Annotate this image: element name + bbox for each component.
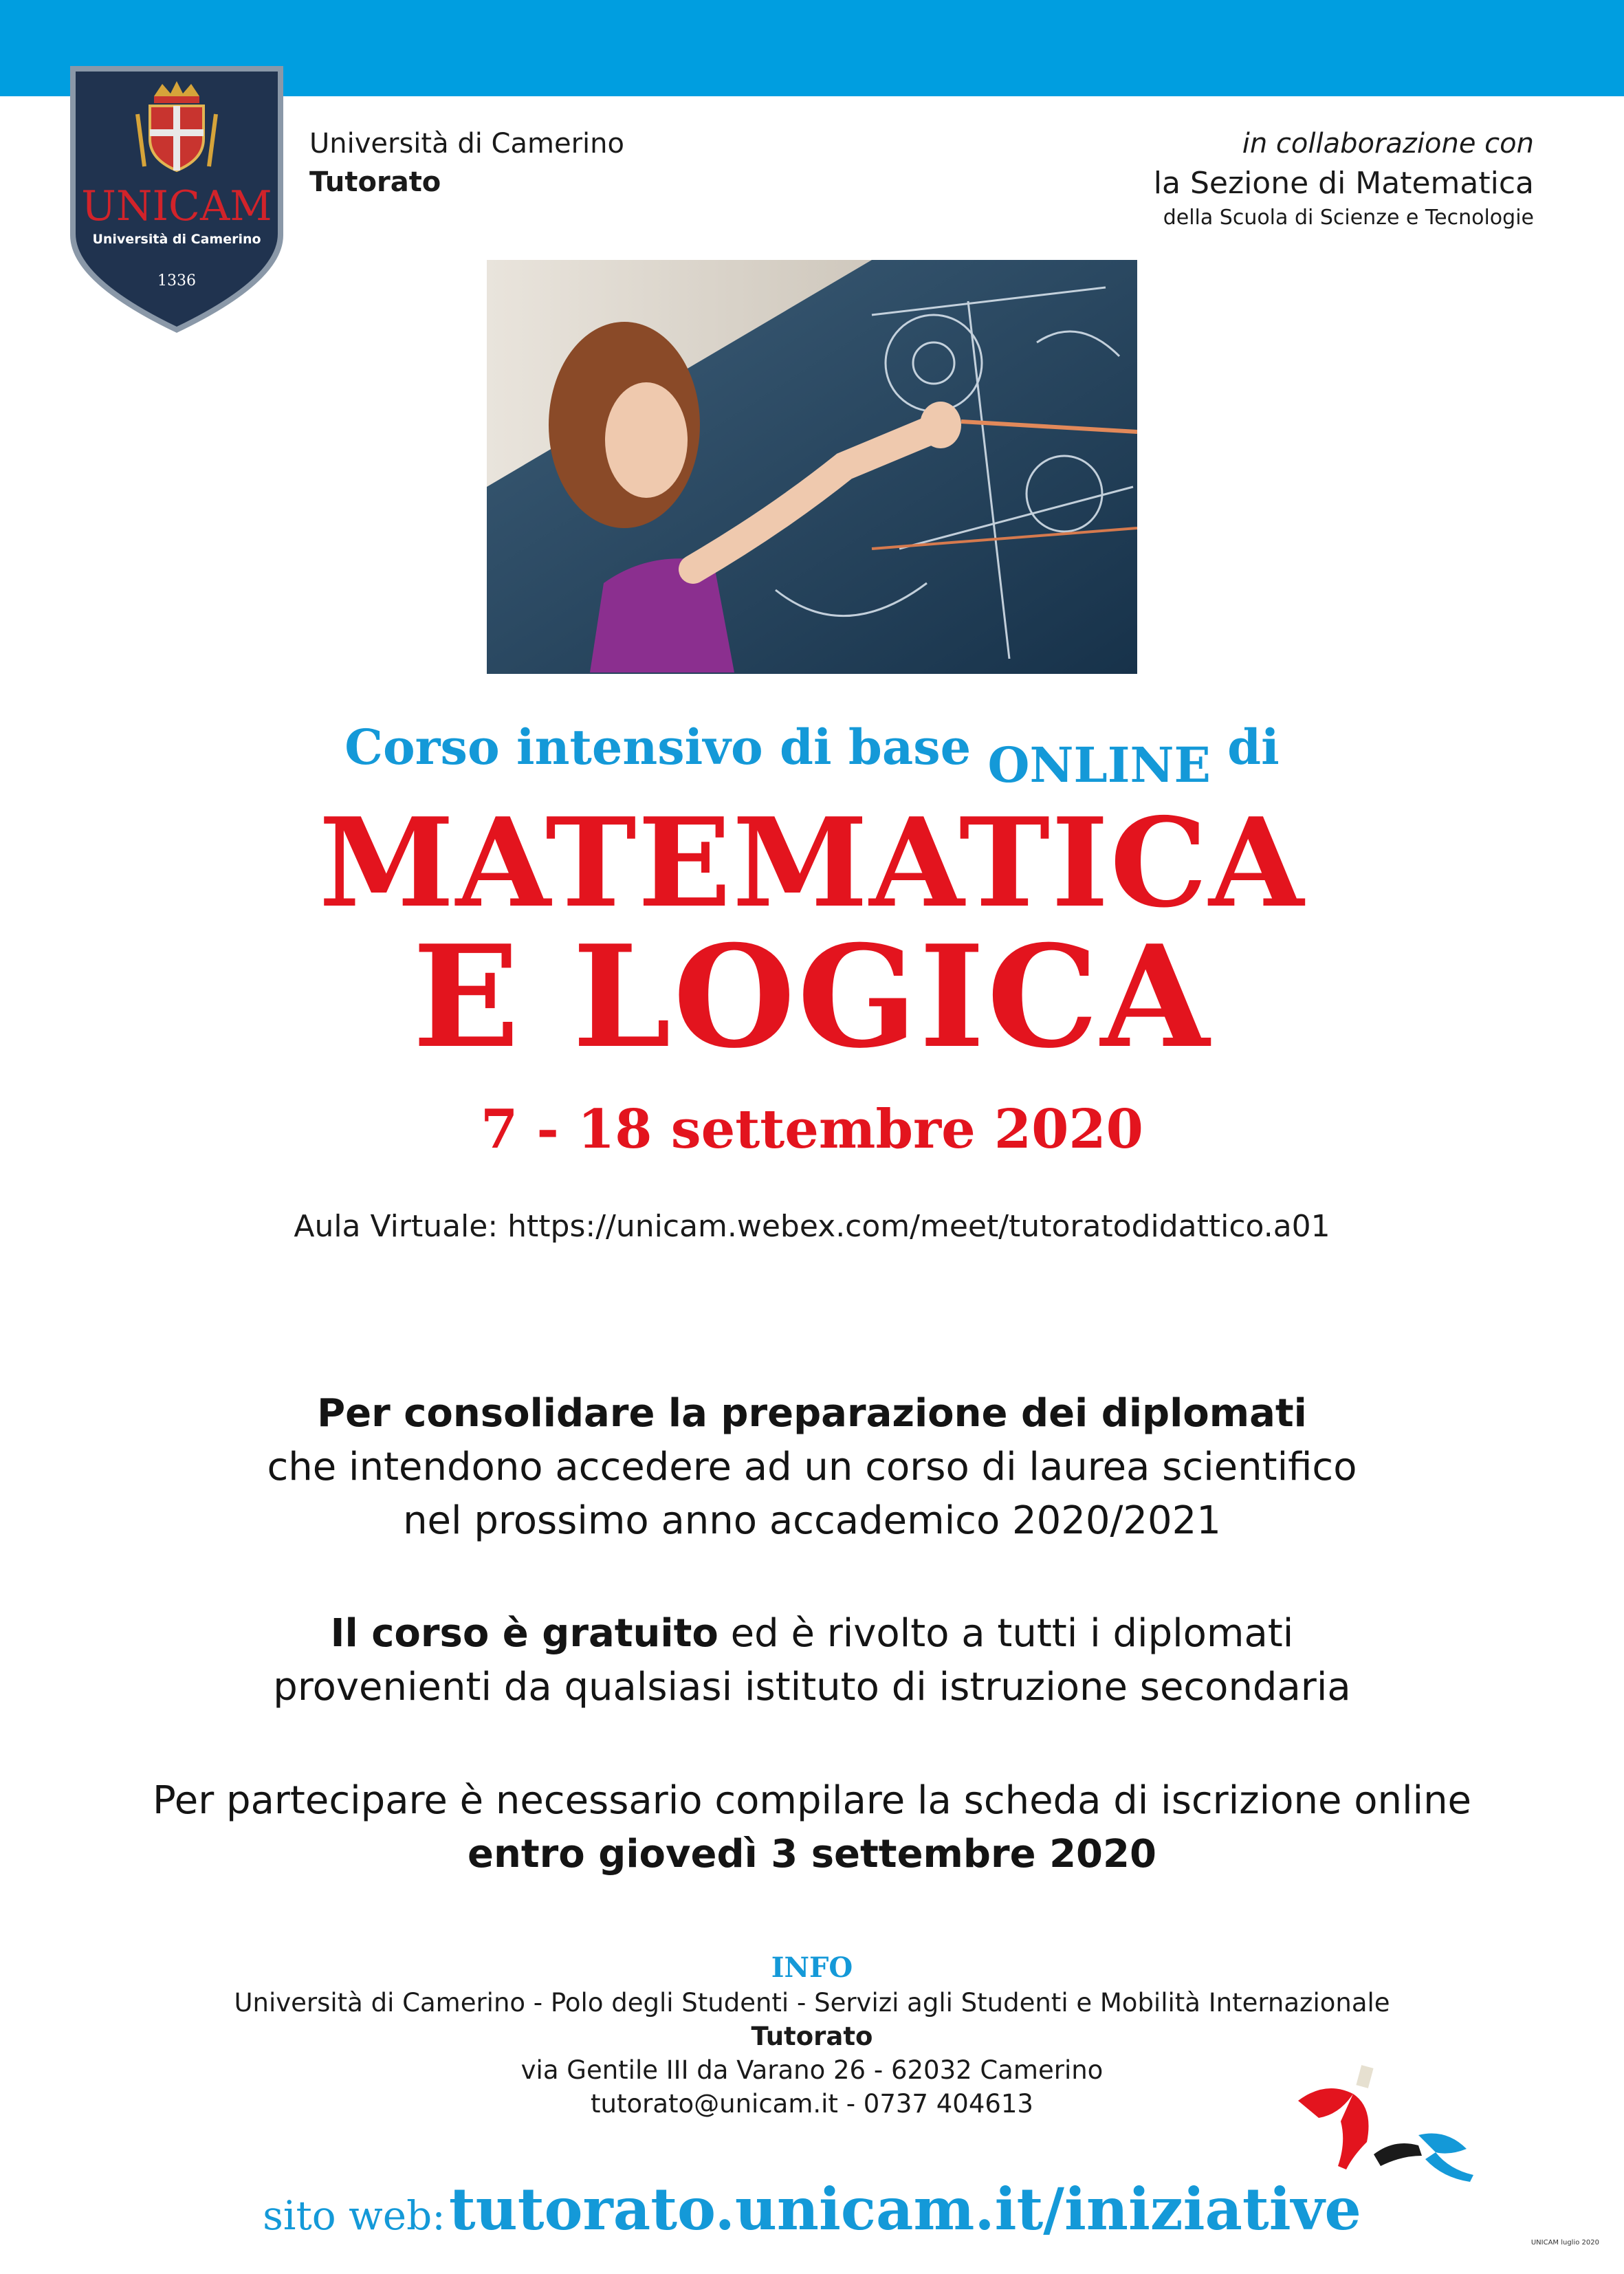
course-type-line [0, 719, 1624, 801]
university-name: Università di Camerino [309, 128, 624, 160]
logo-year: 1336 [157, 272, 196, 289]
paragraph-registration [0, 1774, 1624, 1881]
info-tutorato: Tutorato [751, 2022, 873, 2051]
title-line-1: MATEMATICA [318, 791, 1306, 934]
title-line-2: E LOGICA [413, 915, 1211, 1080]
course-prefix: Corso intensivo di base [344, 719, 972, 776]
course-dates: 7 - 18 settembre 2020 [481, 1098, 1143, 1161]
tutorato-mascot-icon [1277, 2053, 1484, 2183]
logo-subtitle: Università di Camerino [92, 232, 261, 247]
paragraph-preparation-line2: che intendono accedere ad un corso di laurea scientifico [267, 1445, 1357, 1489]
paragraph-registration-line1: Per partecipare è necessario compilare la scheda di iscrizione online [152, 1778, 1472, 1823]
paragraph-free-course-rest: ed è rivolto a tutti i diplomati [730, 1611, 1294, 1656]
paragraph-preparation-bold: Per consolidare la preparazione dei diplomati [317, 1391, 1307, 1436]
unicam-shield-logo [67, 63, 286, 336]
hero-photo [487, 260, 1137, 674]
collaboration-name: la Sezione di Matematica [1153, 166, 1534, 201]
paragraph-preparation [0, 1387, 1624, 1548]
office-name: Tutorato [309, 166, 441, 198]
info-contacts[interactable]: tutorato@unicam.it - 0737 404613 [591, 2089, 1033, 2119]
info-address: via Gentile III da Varano 26 - 62032 Camerino [520, 2055, 1104, 2085]
website-label: sito web: [263, 2192, 446, 2239]
paragraph-free-course [0, 1607, 1624, 1714]
university-header [309, 124, 624, 201]
course-online-label: ONLINE [987, 736, 1211, 794]
website-line [0, 2175, 1624, 2243]
logo-wordmark: UNICAM [81, 182, 272, 230]
course-suffix: di [1227, 719, 1280, 776]
collaboration-block [1154, 124, 1534, 232]
collaboration-sub: della Scuola di Scienze e Tecnologie [1163, 206, 1534, 230]
website-link[interactable]: tutorato.unicam.it/iniziative [448, 2175, 1361, 2243]
paragraph-free-course-line2: provenienti da qualsiasi istituto di istruzione secondaria [273, 1665, 1351, 1709]
registration-deadline: entro giovedì 3 settembre 2020 [468, 1832, 1156, 1877]
paragraph-preparation-line3: nel prossimo anno accademico 2020/2021 [403, 1498, 1221, 1543]
collaboration-intro: in collaborazione con [1242, 128, 1534, 160]
paragraph-free-course-bold: Il corso è gratuito [330, 1611, 718, 1656]
virtual-classroom-link[interactable]: Aula Virtuale: https://unicam.webex.com/meet/tutoratodidattico.a01 [294, 1209, 1330, 1244]
info-title: INFO [771, 1952, 853, 1984]
footnote: UNICAM luglio 2020 [1530, 2239, 1599, 2246]
info-office: Università di Camerino - Polo degli Studenti - Servizi agli Studenti e Mobilità Internazionale [234, 1988, 1390, 2018]
